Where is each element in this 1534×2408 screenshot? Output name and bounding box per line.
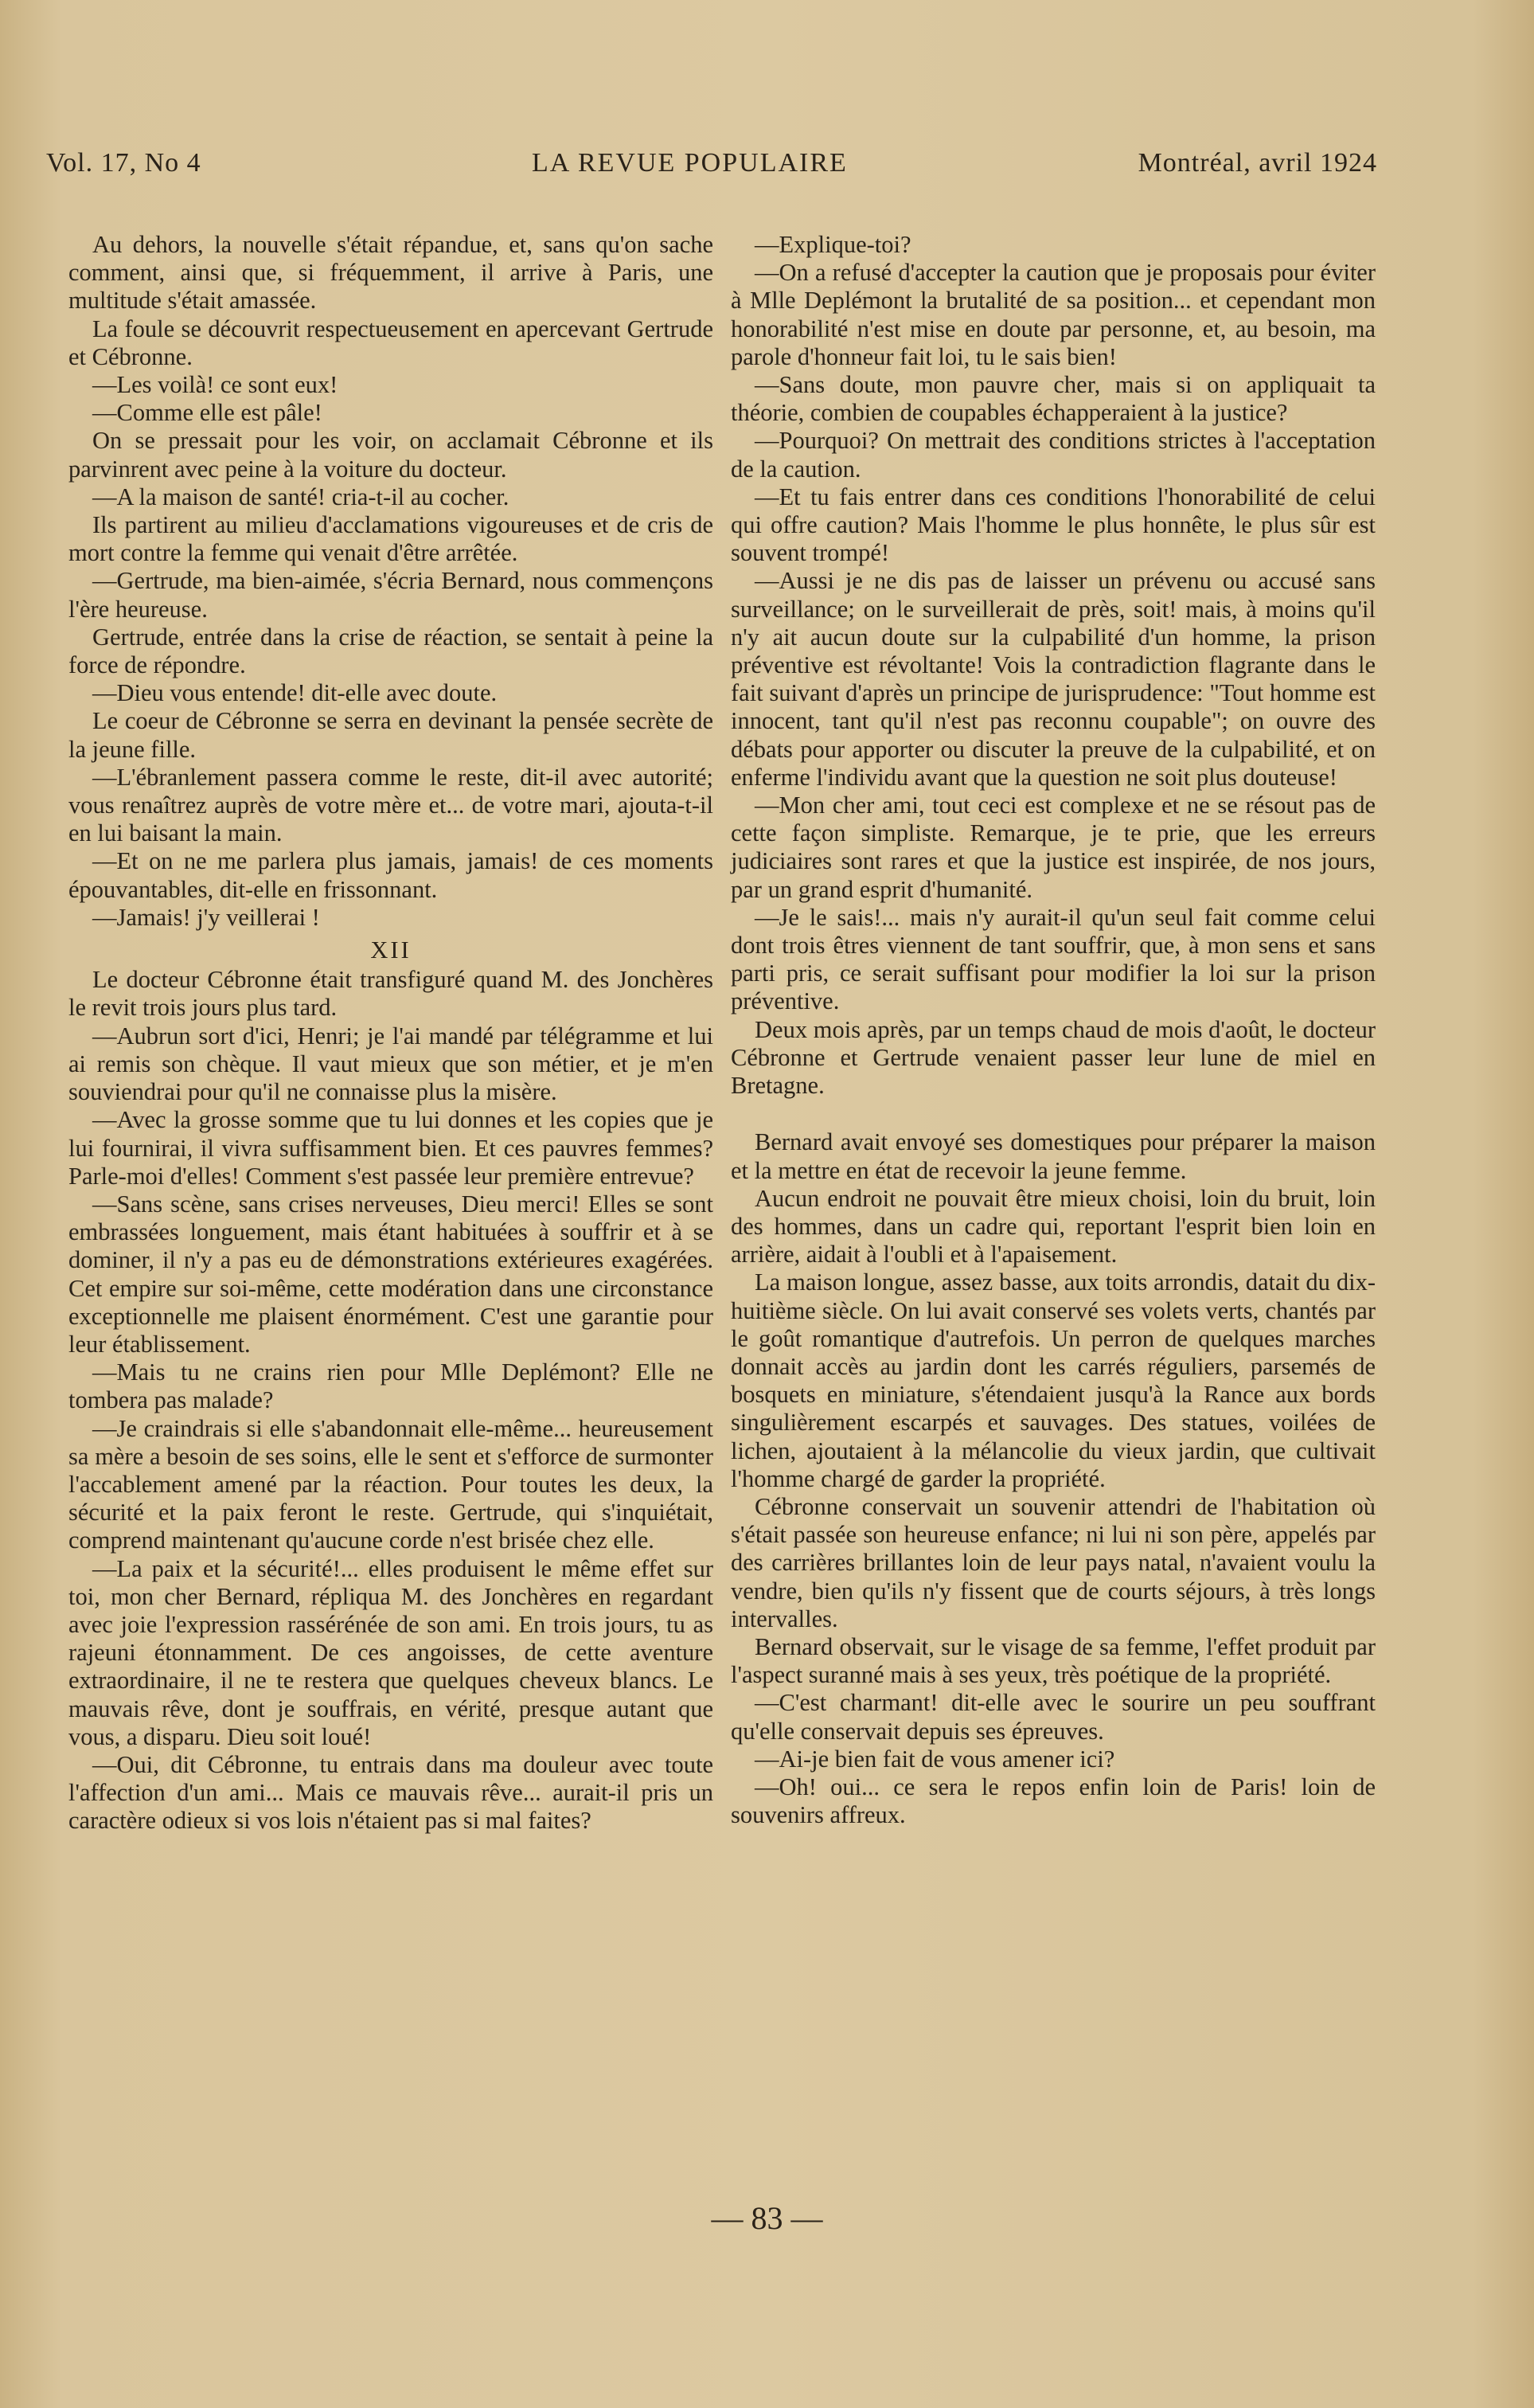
page-number: — 83 —: [711, 2200, 823, 2236]
paragraph: —L'ébranlement passera comme le reste, dit-il avec autorité; vous renaîtrez auprès de votre mère et... de votre mari, ajouta-t-il en lui baisant la main.: [68, 763, 713, 847]
publication-title: LA REVUE POPULAIRE: [532, 148, 848, 178]
paragraph: —Aussi je ne dis pas de laisser un prévenu ou accusé sans surveillance; on le surveillerait de près, soit! mais, à moins qu'il n'y ait aucun doute sur la culpabilité d'un homme, la prison préventive est révoltante! Vois la contradiction flagrante dans le fait suivant d'après un principe de jurisprudence: "Tout homme est innocent, tant qu'il n'est pas reconnu coupable"; on ouvre des débats pour apporter ou discuter la preuve de la culpabilité, et on enferme l'individu avant que la question ne soit plus douteuse!: [731, 567, 1376, 791]
paragraph: —A la maison de santé! cria-t-il au cocher.: [92, 483, 509, 510]
paragraph: —Gertrude, ma bien-aimée, s'écria Bernard, nous commençons l'ère heureuse.: [68, 567, 713, 623]
paragraph: Aucun endroit ne pouvait être mieux choisi, loin du bruit, loin des hommes, dans un cadre qui, reportant l'esprit bien loin en arrière, aidait à l'oubli et à l'apaisement.: [731, 1184, 1376, 1268]
paragraph: Bernard observait, sur le visage de sa femme, l'effet produit par l'aspect suranné mais à ses yeux, très poétique de la propriété.: [731, 1632, 1376, 1689]
paragraph: —Sans doute, mon pauvre cher, mais si on appliquait ta théorie, combien de coupables échapperaient à la justice?: [731, 371, 1376, 427]
paragraph: Bernard avait envoyé ses domestiques pour préparer la maison et la mettre en état de recevoir la jeune femme.: [731, 1128, 1376, 1184]
paragraph: —Mais tu ne crains rien pour Mlle Deplémont? Elle ne tombera pas malade?: [68, 1358, 713, 1414]
paragraph: —Oh! oui... ce sera le repos enfin loin de Paris! loin de souvenirs affreux.: [731, 1773, 1376, 1829]
paragraph: Ils partirent au milieu d'acclamations vigoureuses et de cris de mort contre la femme qui venait d'être arrêtée.: [68, 511, 713, 567]
paragraph: —Et tu fais entrer dans ces conditions l'honorabilité de celui qui offre caution? Mais l'homme le plus honnête, le plus sûr est souvent trompé!: [731, 483, 1376, 567]
paragraph: —Sans scène, sans crises nerveuses, Dieu merci! Elles se sont embrassées longuement, mais étant habituées à souffrir et à se dominer, il n'y a pas eu de démonstrations extérieures exagérées. Cet empire sur soi-même, cette modération dans une circonstance exceptionnelle me plaisent énormément. C'est une garantie pour leur établissement.: [68, 1190, 713, 1358]
left-column: [68, 231, 713, 1835]
running-header: [46, 148, 1377, 188]
paragraph: —Comme elle est pâle!: [92, 399, 322, 427]
paragraph: Cébronne conservait un souvenir attendri de l'habitation où s'était passée son heureuse enfance; ni lui ni son père, appelés par des carrières brillantes loin de leur pays natal, n'avaient voulu la vendre, bien qu'ils n'y fissent que de courts séjours, à très longs intervalles.: [731, 1492, 1376, 1632]
paragraph: Le coeur de Cébronne se serra en devinant la pensée secrète de la jeune fille.: [68, 707, 713, 763]
paragraph: —Ai-je bien fait de vous amener ici?: [755, 1745, 1115, 1773]
issue-date: Montréal, avril 1924: [1138, 148, 1377, 178]
paragraph: —Oui, dit Cébronne, tu entrais dans ma douleur avec toute l'affection d'un ami... Mais ce mauvais rêve... aurait-il pris un caractère odieux si vos lois n'étaient pas si mal faites?: [68, 1750, 713, 1835]
paragraph: —Aubrun sort d'ici, Henri; je l'ai mandé par télégramme et lui ai remis son chèque. Il vaut mieux que son métier, et je m'en souviendrai pour qu'il ne connaisse plus la misère.: [68, 1022, 713, 1106]
right-column: [731, 231, 1376, 1829]
paragraph: —On a refusé d'accepter la caution que je proposais pour éviter à Mlle Deplémont la brutalité de sa position... et cependant mon honorabilité n'est mise en doute par personne, et, au besoin, ma parole d'honneur fait loi, tu le sais bien!: [731, 259, 1376, 370]
paragraph: —Avec la grosse somme que tu lui donnes et les copies que je lui fournirai, il vivra suffisamment bien. Et ces pauvres femmes? Parle-moi d'elles! Comment s'est passée leur première entrevue?: [68, 1106, 713, 1190]
paragraph: Deux mois après, par un temps chaud de mois d'août, le docteur Cébronne et Gertrude venaient passer leur lune de miel en Bretagne.: [731, 1015, 1376, 1100]
paragraph: —Dieu vous entende! dit-elle avec doute.: [92, 679, 498, 707]
paragraph: La maison longue, assez basse, aux toits arrondis, datait du dix-huitième siècle. On lui avait conservé ses volets verts, chantés par le goût romantique d'autrefois. Un perron de quelques marches donnait accès au jardin dont les carrés réguliers, parsemés de bosquets en miniature, s'étendaient jusqu'à la Rance aux bords singulièrement escarpés et sauvages. Des statues, voilées de lichen, ajoutaient à la mélancolie du vieux jardin, que cultivait l'homme chargé de garder la propriété.: [731, 1268, 1376, 1492]
paragraph: Le docteur Cébronne était transfiguré quand M. des Jonchères le revit trois jours plus tard.: [68, 966, 713, 1022]
paragraph: —Je le sais!... mais n'y aurait-il qu'un seul fait comme celui dont trois êtres viennent de tant souffrir, que, à mon sens et sans parti pris, ce serait suffisant pour modifier la loi sur la prison préventive.: [731, 903, 1376, 1015]
paragraph: On se pressait pour les voir, on acclamait Cébronne et ils parvinrent avec peine à la voiture du docteur.: [68, 427, 713, 483]
paragraph: —C'est charmant! dit-elle avec le sourire un peu souffrant qu'elle conservait depuis ses épreuves.: [731, 1689, 1376, 1745]
paragraph: —Mon cher ami, tout ceci est complexe et ne se résout pas de cette façon simpliste. Remarque, je te prie, que les erreurs judiciaires sont rares et que la justice est inspirée, de nos jours, par un grand esprit d'humanité.: [731, 792, 1376, 903]
paragraph: La foule se découvrit respectueusement en apercevant Gertrude et Cébronne.: [68, 315, 713, 370]
paragraph: —Les voilà! ce sont eux!: [92, 371, 338, 399]
volume-number: Vol. 17, No 4: [46, 148, 201, 178]
paragraph: —Pourquoi? On mettrait des conditions strictes à l'acceptation de la caution.: [731, 427, 1376, 483]
paragraph: —Jamais! j'y veillerai !: [92, 903, 320, 931]
section-heading: XII: [370, 936, 412, 964]
paragraph: —Explique-toi?: [755, 231, 911, 258]
paragraph: —Et on ne me parlera plus jamais, jamais! de ces moments épouvantables, dit-elle en frissonnant.: [68, 847, 713, 903]
paragraph: —La paix et la sécurité!... elles produisent le même effet sur toi, mon cher Bernard, répliqua M. des Jonchères en regardant avec joie l'expression rassérénée de son ami. En trois jours, tu as rajeuni étonnamment. De ces angoisses, de cette aventure extraordinaire, il ne te restera que quelques cheveux blancs. Le mauvais rêve, dont je souffrais, en vérité, presque autant que vous, a disparu. Dieu soit loué!: [68, 1554, 713, 1750]
paragraph: Gertrude, entrée dans la crise de réaction, se sentait à peine la force de répondre.: [68, 623, 713, 679]
paragraph: Au dehors, la nouvelle s'était répandue, et, sans qu'on sache comment, ainsi que, si fréquemment, il arrive à Paris, une multitude s'était amassée.: [68, 231, 713, 315]
paragraph: —Je craindrais si elle s'abandonnait elle-même... heureusement sa mère a besoin de ses soins, elle le sent et s'efforce de surmonter l'accablement amené par la réaction. Pour toutes les deux, la sécurité et la paix feront le reste. Gertrude, qui s'inquiétait, comprend maintenant qu'aucune corde n'est brisée chez elle.: [68, 1414, 713, 1554]
